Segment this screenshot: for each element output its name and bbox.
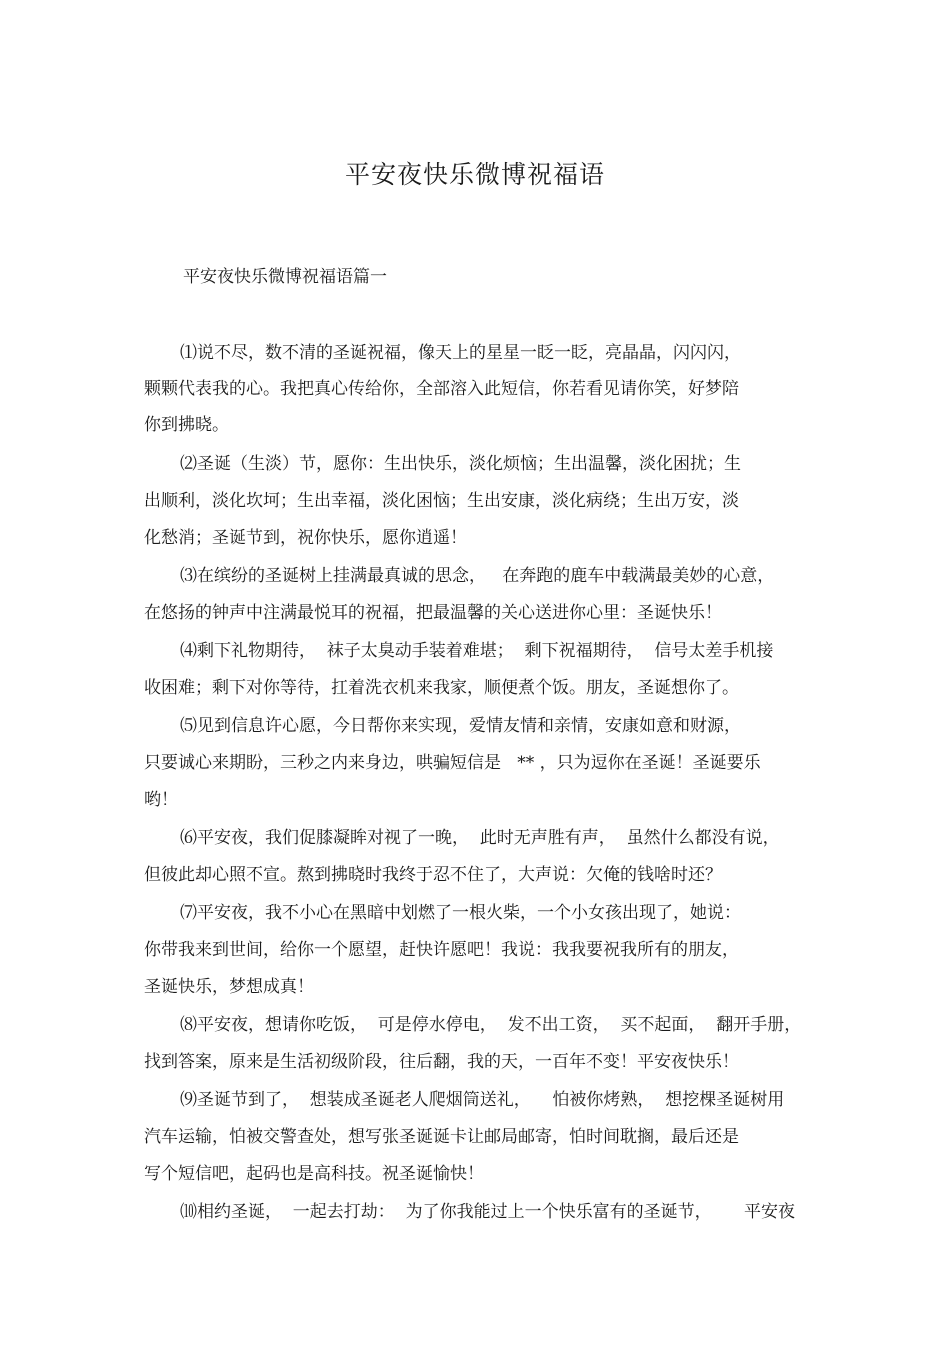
paragraph-line: 写个短信吧，起码也是高科技。祝圣诞愉快！ bbox=[144, 1164, 484, 1184]
paragraph-line: ⑺平安夜，我不小心在黑暗中划燃了一根火柴，一个小女孩出现了，她说： bbox=[180, 903, 741, 923]
paragraph-line: ⑸见到信息许心愿，今日帮你来实现，爱情友情和亲情，安康如意和财源， bbox=[180, 716, 741, 736]
paragraph-line: 出顺利，淡化坎坷；生出幸福，淡化困恼；生出安康，淡化病绕；生出万安，淡 bbox=[144, 491, 739, 511]
paragraph-line: ⑷剩下礼物期待， 袜子太臭动手装着难堪； 剩下祝福期待， 信号太差手机接 bbox=[180, 641, 774, 661]
paragraph-line: 哟！ bbox=[144, 790, 178, 810]
paragraph-line: ⑹平安夜，我们促膝凝眸对视了一晚， 此时无声胜有声， 虽然什么都没有说， bbox=[180, 828, 780, 848]
document-title: 平安夜快乐微博祝福语 bbox=[344, 160, 605, 189]
paragraph-line: 你带我来到世间，给你一个愿望，赶快许愿吧！我说：我我要祝我所有的朋友， bbox=[144, 940, 739, 960]
paragraph-line: ⑴说不尽，数不清的圣诞祝福，像天上的星星一眨一眨，亮晶晶，闪闪闪， bbox=[180, 343, 741, 363]
section-heading: 平安夜快乐微博祝福语篇一 bbox=[183, 267, 387, 287]
paragraph-line: 汽车运输，怕被交警查处，想写张圣诞诞卡让邮局邮寄，怕时间耽搁，最后还是 bbox=[144, 1127, 739, 1147]
paragraph-line: 但彼此却心照不宣。熬到拂晓时我终于忍不住了，大声说：欠俺的钱啥时还？ bbox=[144, 865, 722, 885]
paragraph-line: 你到拂晓。 bbox=[144, 415, 229, 435]
paragraph-line: ⑻平安夜，想请你吃饭， 可是停水停电， 发不出工资， 买不起面， 翻开手册， bbox=[180, 1015, 802, 1035]
paragraph-line: 找到答案，原来是生活初级阶段，往后翻，我的天，一百年不变！平安夜快乐！ bbox=[144, 1052, 739, 1072]
paragraph-line: 在悠扬的钟声中注满最悦耳的祝福，把最温馨的关心送进你心里：圣诞快乐！ bbox=[144, 603, 722, 623]
paragraph-line: ⑽相约圣诞， 一起去打劫： 为了你我能过上一个快乐富有的圣诞节， 平安夜 bbox=[180, 1202, 796, 1222]
paragraph-line: ⑵圣诞（生淡）节，愿你：生出快乐，淡化烦恼；生出温馨，淡化困扰；生 bbox=[180, 454, 741, 474]
paragraph-line: ⑶在缤纷的圣诞树上挂满最真诚的思念， 在奔跑的鹿车中载满最美妙的心意， bbox=[180, 566, 775, 586]
paragraph-line: ⑼圣诞节到了， 想装成圣诞老人爬烟筒送礼， 怕被你烤熟， 想挖棵圣诞树用 bbox=[180, 1090, 785, 1110]
paragraph-line: 圣诞快乐，梦想成真！ bbox=[144, 977, 314, 997]
paragraph-line: 颗颗代表我的心。我把真心传给你，全部溶入此短信，你若看见请你笑，好梦陪 bbox=[144, 379, 739, 399]
paragraph-line: 只要诚心来期盼，三秒之内来身边，哄骗短信是 ** ，只为逗你在圣诞！圣诞要乐 bbox=[144, 753, 761, 773]
paragraph-line: 收困难；剩下对你等待，扛着洗衣机来我家，顺便煮个饭。朋友，圣诞想你了。 bbox=[144, 678, 739, 698]
paragraph-line: 化愁消；圣诞节到，祝你快乐，愿你逍遥！ bbox=[144, 528, 467, 548]
